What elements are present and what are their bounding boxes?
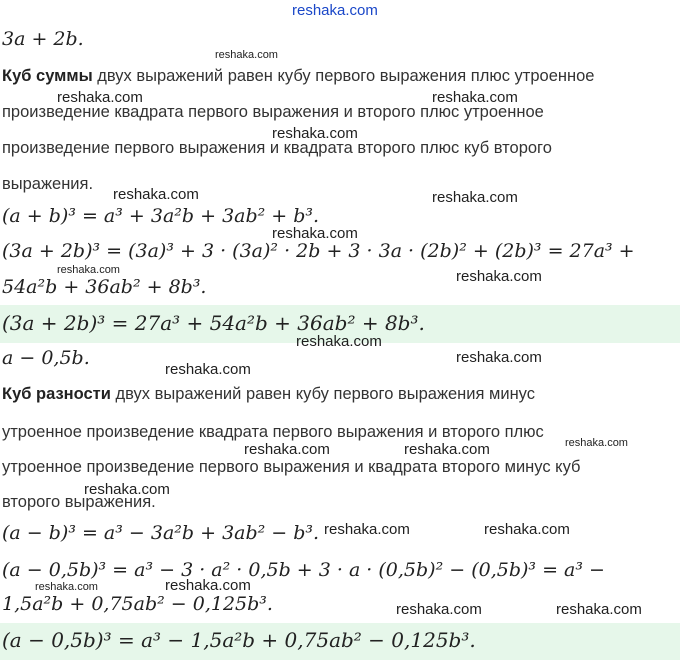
- formula-diff-expand-1: (a − 0,5b)³ = a³ − 3 · a² · 0,5b + 3 · a · (0,5b)² − (0,5b)³ = a³ −: [2, 559, 605, 581]
- cube-sum-term: Куб суммы: [2, 67, 93, 85]
- cube-diff-definition-line-4: второго выражения.: [2, 493, 156, 511]
- watermark: reshaka.com: [35, 581, 98, 593]
- watermark: reshaka.com: [432, 89, 518, 106]
- watermark: reshaka.com: [565, 437, 628, 449]
- watermark: reshaka.com: [57, 264, 120, 276]
- cube-sum-definition-line-1: [2, 67, 594, 86]
- watermark: reshaka.com: [272, 125, 358, 142]
- formula-sum-expand-2: 54a²b + 36ab² + 8b³.: [2, 276, 207, 298]
- formula-diff-general: (a − b)³ = a³ − 3a²b + 3ab² − b³.: [2, 522, 320, 544]
- watermark-top: reshaka.com: [292, 2, 378, 19]
- cube-sum-definition-line-3: произведение первого выражения и квадрата второго плюс куб второго: [2, 139, 552, 157]
- cube-diff-definition-line-1: [2, 385, 535, 404]
- watermark: reshaka.com: [484, 521, 570, 538]
- expression-a-05b: a − 0,5b.: [2, 347, 90, 369]
- watermark: reshaka.com: [113, 186, 199, 203]
- watermark: reshaka.com: [272, 225, 358, 242]
- cube-diff-definition-line-2: утроенное произведение квадрата первого выражения и второго плюс: [2, 423, 544, 441]
- watermark: reshaka.com: [165, 361, 251, 378]
- formula-sum-general: (a + b)³ = a³ + 3a²b + 3ab² + b³.: [2, 205, 320, 227]
- watermark: reshaka.com: [57, 89, 143, 106]
- watermark: reshaka.com: [456, 268, 542, 285]
- answer-diff: (a − 0,5b)³ = a³ − 1,5a²b + 0,75ab² − 0,125b³.: [2, 628, 476, 652]
- watermark: reshaka.com: [404, 441, 490, 458]
- watermark: reshaka.com: [456, 349, 542, 366]
- watermark: reshaka.com: [396, 601, 482, 618]
- watermark: reshaka.com: [432, 189, 518, 206]
- formula-sum-expand-1: (3a + 2b)³ = (3a)³ + 3 · (3a)² · 2b + 3 · 3a · (2b)² + (2b)³ = 27a³ +: [2, 240, 635, 262]
- watermark: reshaka.com: [244, 441, 330, 458]
- expression-3a-2b: 3a + 2b.: [2, 28, 84, 50]
- watermark: reshaka.com: [296, 333, 382, 350]
- cube-diff-text-1: двух выражений равен кубу первого выражения минус: [110, 385, 535, 403]
- cube-sum-definition-line-4: выражения.: [2, 175, 94, 193]
- cube-diff-definition-line-3: утроенное произведение первого выражения и квадрата второго минус куб: [2, 458, 581, 476]
- answer-sum: (3a + 2b)³ = 27a³ + 54a²b + 36ab² + 8b³.: [2, 311, 425, 335]
- watermark: reshaka.com: [556, 601, 642, 618]
- cube-diff-term: Куб разности: [2, 385, 111, 403]
- watermark: reshaka.com: [165, 577, 251, 594]
- formula-diff-expand-2: 1,5a²b + 0,75ab² − 0,125b³.: [2, 593, 273, 615]
- watermark: reshaka.com: [84, 481, 170, 498]
- cube-sum-definition-line-2: произведение квадрата первого выражения и второго плюс утроенное: [2, 103, 544, 121]
- watermark: reshaka.com: [324, 521, 410, 538]
- watermark: reshaka.com: [215, 49, 278, 61]
- cube-sum-text-1: двух выражений равен кубу первого выражения плюс утроенное: [92, 67, 595, 85]
